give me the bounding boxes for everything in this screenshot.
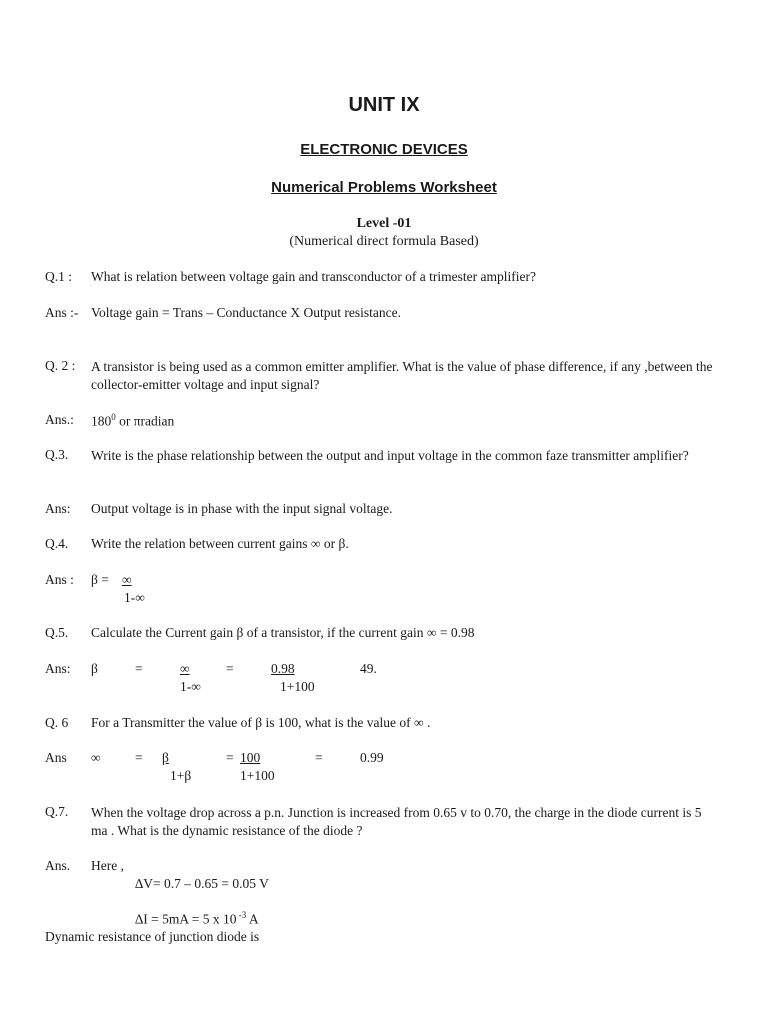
q5-numerator-1: ∞ (180, 661, 190, 676)
q5-beta: β (91, 661, 98, 676)
q1-text: What is relation between voltage gain and transconductor of a trimester amplifier? (91, 269, 536, 284)
q2-label: Q. 2 : (45, 358, 76, 373)
q3-text: Write is the phase relationship between the output and input voltage in the common faze transmitter amplifier? (91, 448, 689, 463)
level-heading: Level -01 (356, 216, 412, 231)
q2-answer-value: 180 (91, 413, 112, 429)
q5-equals-2: = (226, 661, 234, 676)
q7-delta-v: ∆V= 0.7 – 0.65 = 0.05 V (135, 876, 269, 891)
q7-delta-i-value: ∆I = 5mA = 5 x 10 (135, 911, 237, 927)
q4-denominator: 1-∞ (124, 590, 145, 605)
q5-label: Q.5. (45, 625, 69, 640)
q7-label: Q.7. (45, 804, 69, 819)
q2-answer-rest: or πradian (115, 413, 175, 429)
q3-label: Q.3. (45, 447, 69, 462)
q6-denominator-2: 1+100 (240, 768, 275, 783)
q4-label: Q.4. (45, 536, 69, 551)
unit-title: UNIT IX (348, 94, 420, 116)
q7-delta-i (135, 910, 259, 928)
q6-result: 0.99 (360, 750, 384, 765)
q7-delta-i-exponent: -3 (236, 910, 247, 920)
q7-answer-label: Ans. (45, 858, 71, 873)
q6-equals-1: = (135, 750, 143, 765)
q4-lhs: β = (91, 572, 109, 587)
q6-answer-label: Ans (45, 750, 67, 765)
q3-answer-label: Ans: (45, 501, 71, 516)
q2-text: A transistor is being used as a common emitter amplifier. What is the value of phase difference, if any ,between the collector-emitter voltage and input signal? (91, 359, 713, 392)
q5-result: 49. (360, 661, 377, 676)
q6-equals-3: = (315, 750, 323, 765)
q5-denominator-1: 1-∞ (180, 679, 201, 694)
subject-title: ELECTRONIC DEVICES (300, 141, 468, 158)
q6-denominator-1: 1+β (170, 768, 192, 783)
q7-delta-i-unit: A (246, 911, 259, 927)
q1-label: Q.1 : (45, 269, 72, 284)
q2-answer (91, 412, 174, 430)
q5-text: Calculate the Current gain β of a transistor, if the current gain ∞ = 0.98 (91, 625, 475, 640)
q5-answer-label: Ans: (45, 661, 71, 676)
q7-text: When the voltage drop across a p.n. Junction is increased from 0.65 v to 0.70, the charge in the diode current is 5 ma . What is the dynamic resistance of the diode ? (91, 805, 702, 838)
q7-dynamic-resistance: Dynamic resistance of junction diode is (45, 929, 260, 944)
level-note: (Numerical direct formula Based) (289, 234, 479, 249)
q6-numerator-1: β (162, 750, 169, 765)
worksheet-title: Numerical Problems Worksheet (271, 179, 497, 196)
q4-text: Write the relation between current gains ∞ or β. (91, 536, 349, 551)
q3-answer: Output voltage is in phase with the input signal voltage. (91, 501, 393, 516)
q2-answer-label: Ans.: (45, 412, 74, 427)
q6-equals-2: = (226, 750, 234, 765)
q6-numerator-2: 100 (240, 750, 261, 765)
q1-answer: Voltage gain = Trans – Conductance X Output resistance. (91, 305, 401, 320)
q7-here: Here , (91, 858, 124, 873)
q1-answer-label: Ans :- (45, 305, 79, 320)
q6-text: For a Transmitter the value of β is 100, what is the value of ∞ . (91, 715, 431, 730)
q5-denominator-2: 1+100 (280, 679, 315, 694)
q4-answer-label: Ans : (45, 572, 74, 587)
q5-equals-1: = (135, 661, 143, 676)
q4-numerator: ∞ (122, 572, 132, 587)
q6-label: Q. 6 (45, 715, 69, 730)
q5-numerator-2: 0.98 (271, 661, 295, 676)
q6-alpha: ∞ (91, 750, 101, 765)
q2-answer-degree: 0 (111, 412, 116, 422)
